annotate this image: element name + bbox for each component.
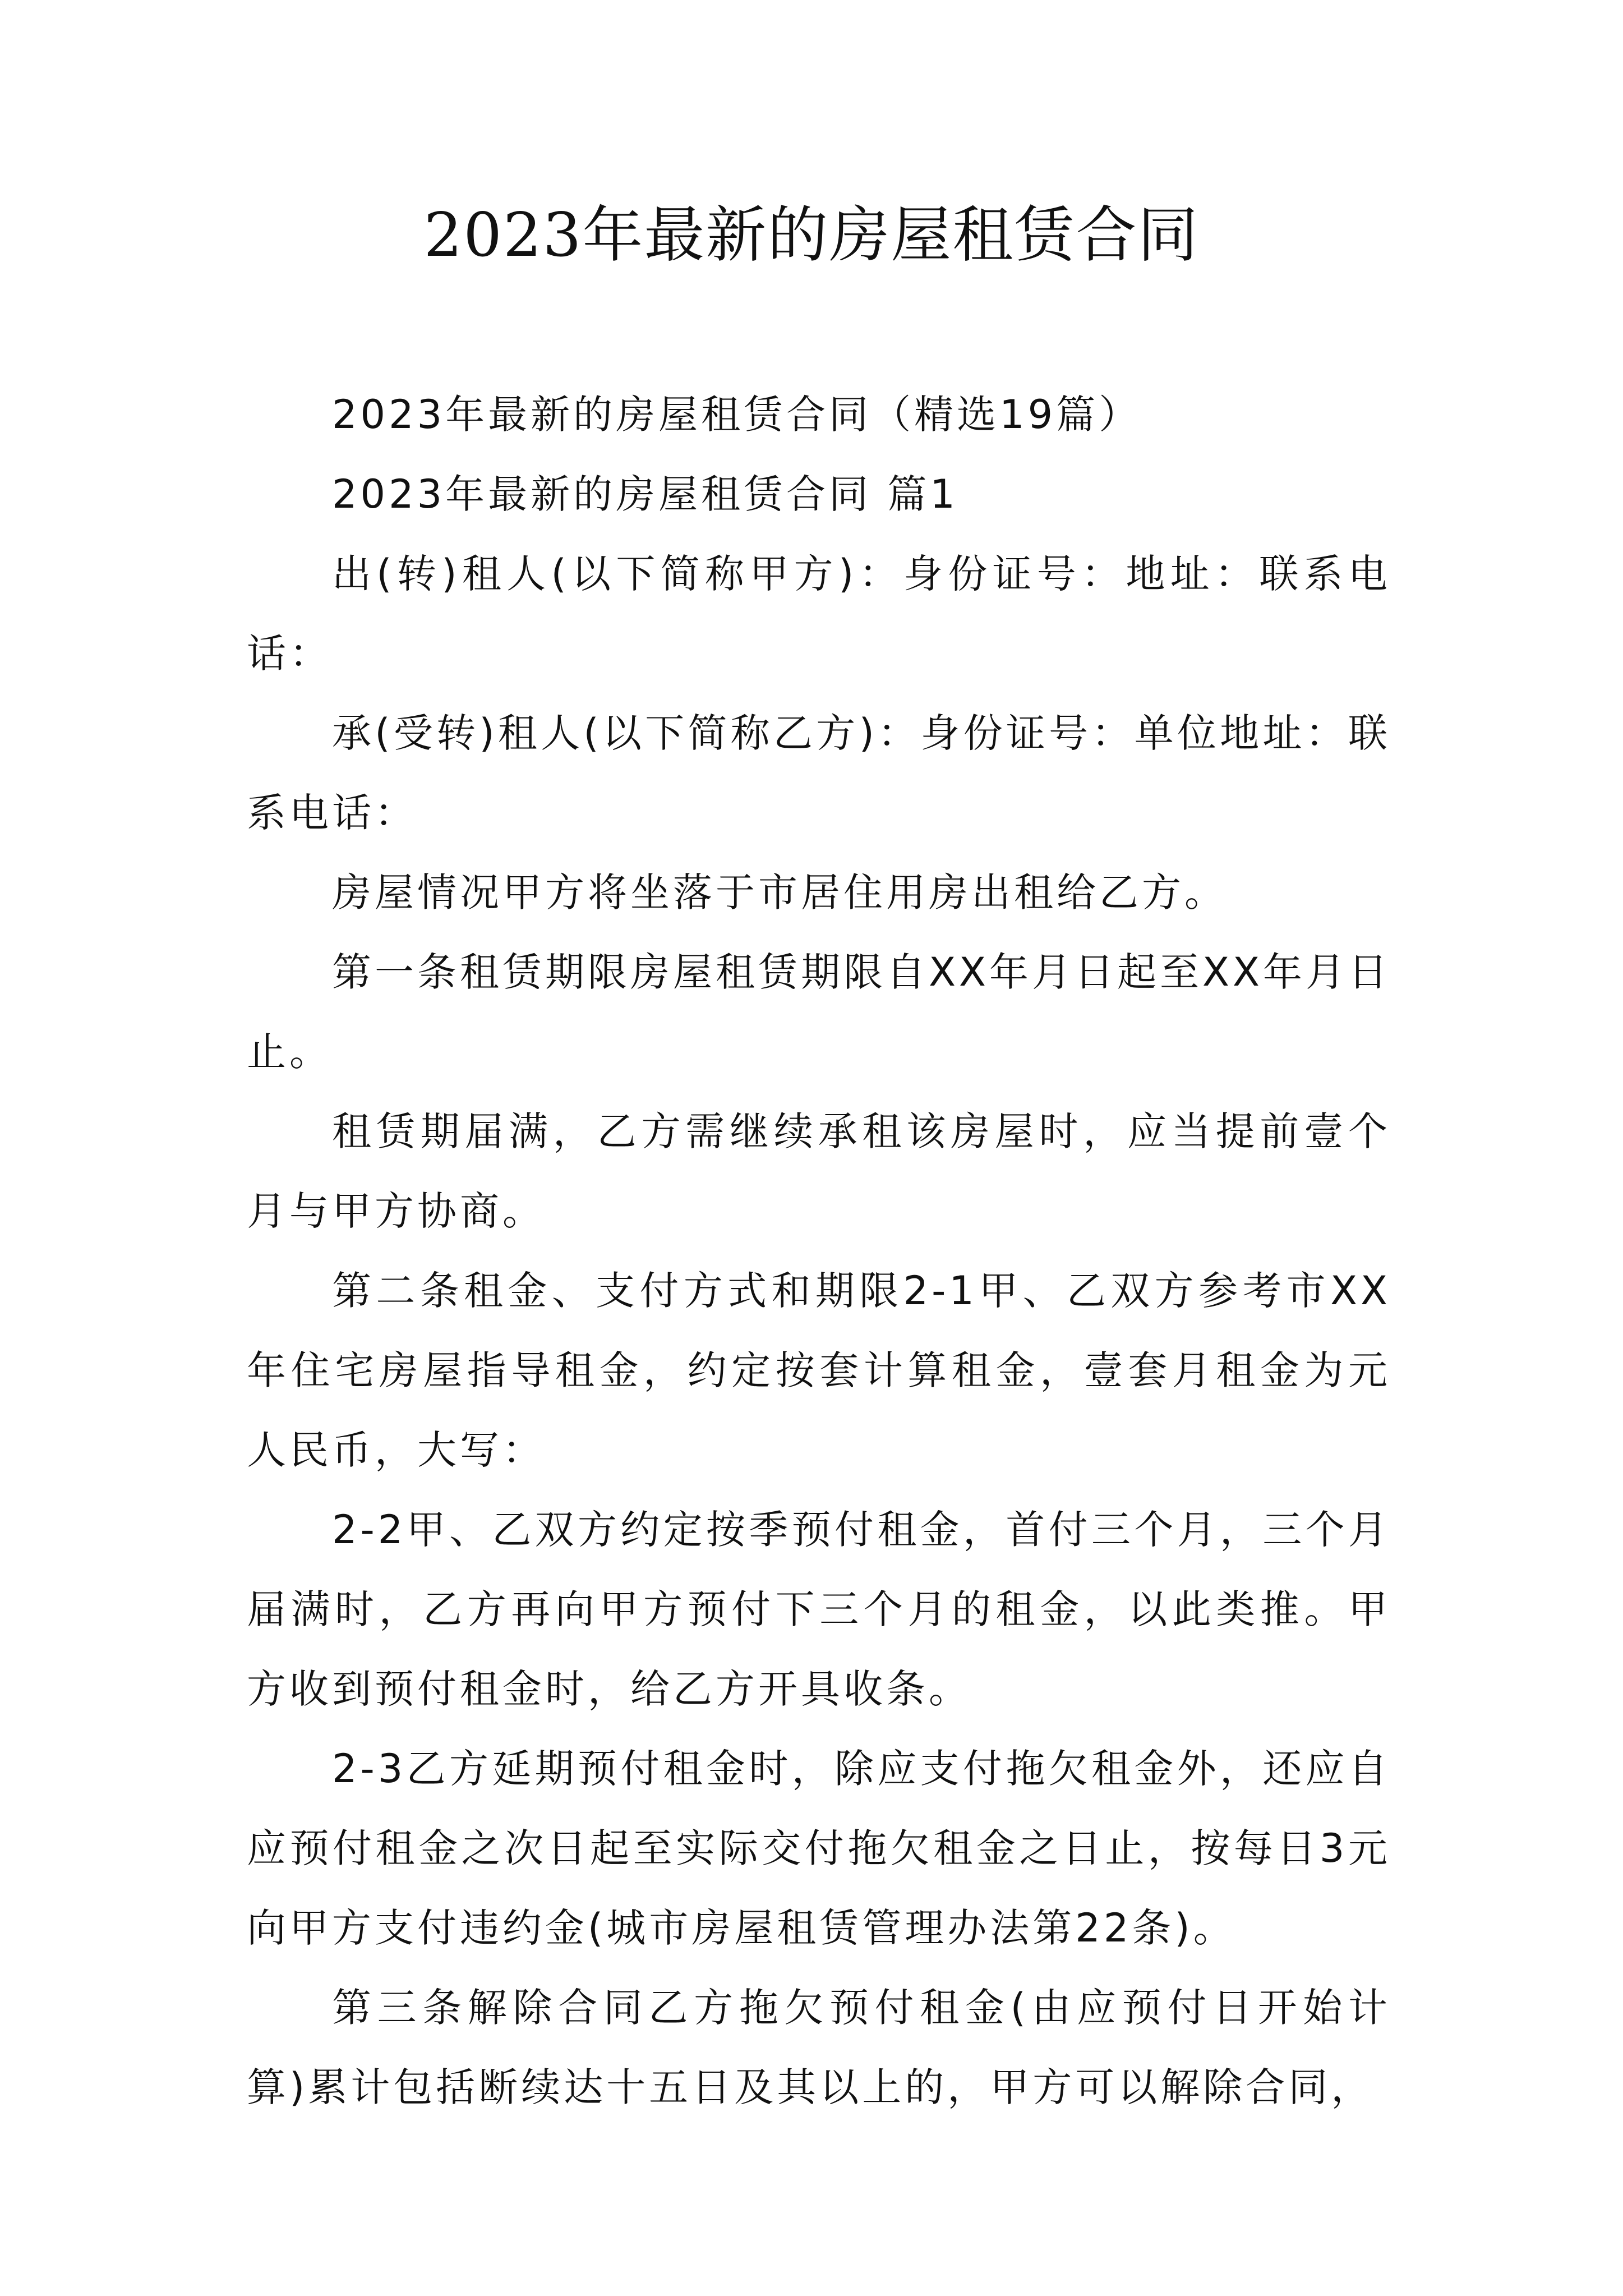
paragraph-article-1: 第一条租赁期限房屋租赁期限自XX年月日起至XX年月日止。 [247,949,1391,1075]
paragraph-chapter-heading: 2023年最新的房屋租赁合同 篇1 [332,471,958,517]
paragraph-lessee-info: 承(受转)租人(以下简称乙方)：身份证号：单位地址：联系电话： [247,710,1391,836]
paragraph-renewal: 租赁期届满，乙方需继续承租该房屋时，应当提前壹个月与甲方协商。 [247,1108,1391,1234]
document-title: 2023年最新的房屋租赁合同 [423,200,1200,270]
document-body [247,375,1391,2127]
paragraph-lessor-info: 出(转)租人(以下简称甲方)：身份证号：地址：联系电话： [247,551,1391,677]
paragraph-clause-2-2: 2-2甲、乙双方约定按季预付租金，首付三个月，三个月届满时，乙方再向甲方预付下三个月的租金，以此类推。甲方收到预付租金时，给乙方开具收条。 [247,1507,1391,1712]
paragraph-article-3: 第三条解除合同乙方拖欠预付租金(由应预付日开始计算)累计包括断续达十五日及其以上的，甲方可以解除合同， [247,1985,1391,2110]
paragraph-article-2: 第二条租金、支付方式和期限2-1甲、乙双方参考市XX年住宅房屋指导租金，约定按套计算租金，壹套月租金为元人民币，大写： [247,1268,1391,1473]
paragraph-property-info: 房屋情况甲方将坐落于市居住用房出租给乙方。 [332,869,1227,915]
paragraph-collection-title: 2023年最新的房屋租赁合同（精选19篇） [332,392,1142,438]
paragraph-clause-2-3: 2-3乙方延期预付租金时，除应支付拖欠租金外，还应自应预付租金之次日起至实际交付拖欠租金之日止，按每日3元向甲方支付违约金(城市房屋租赁管理办法第22条)。 [247,1746,1391,1951]
